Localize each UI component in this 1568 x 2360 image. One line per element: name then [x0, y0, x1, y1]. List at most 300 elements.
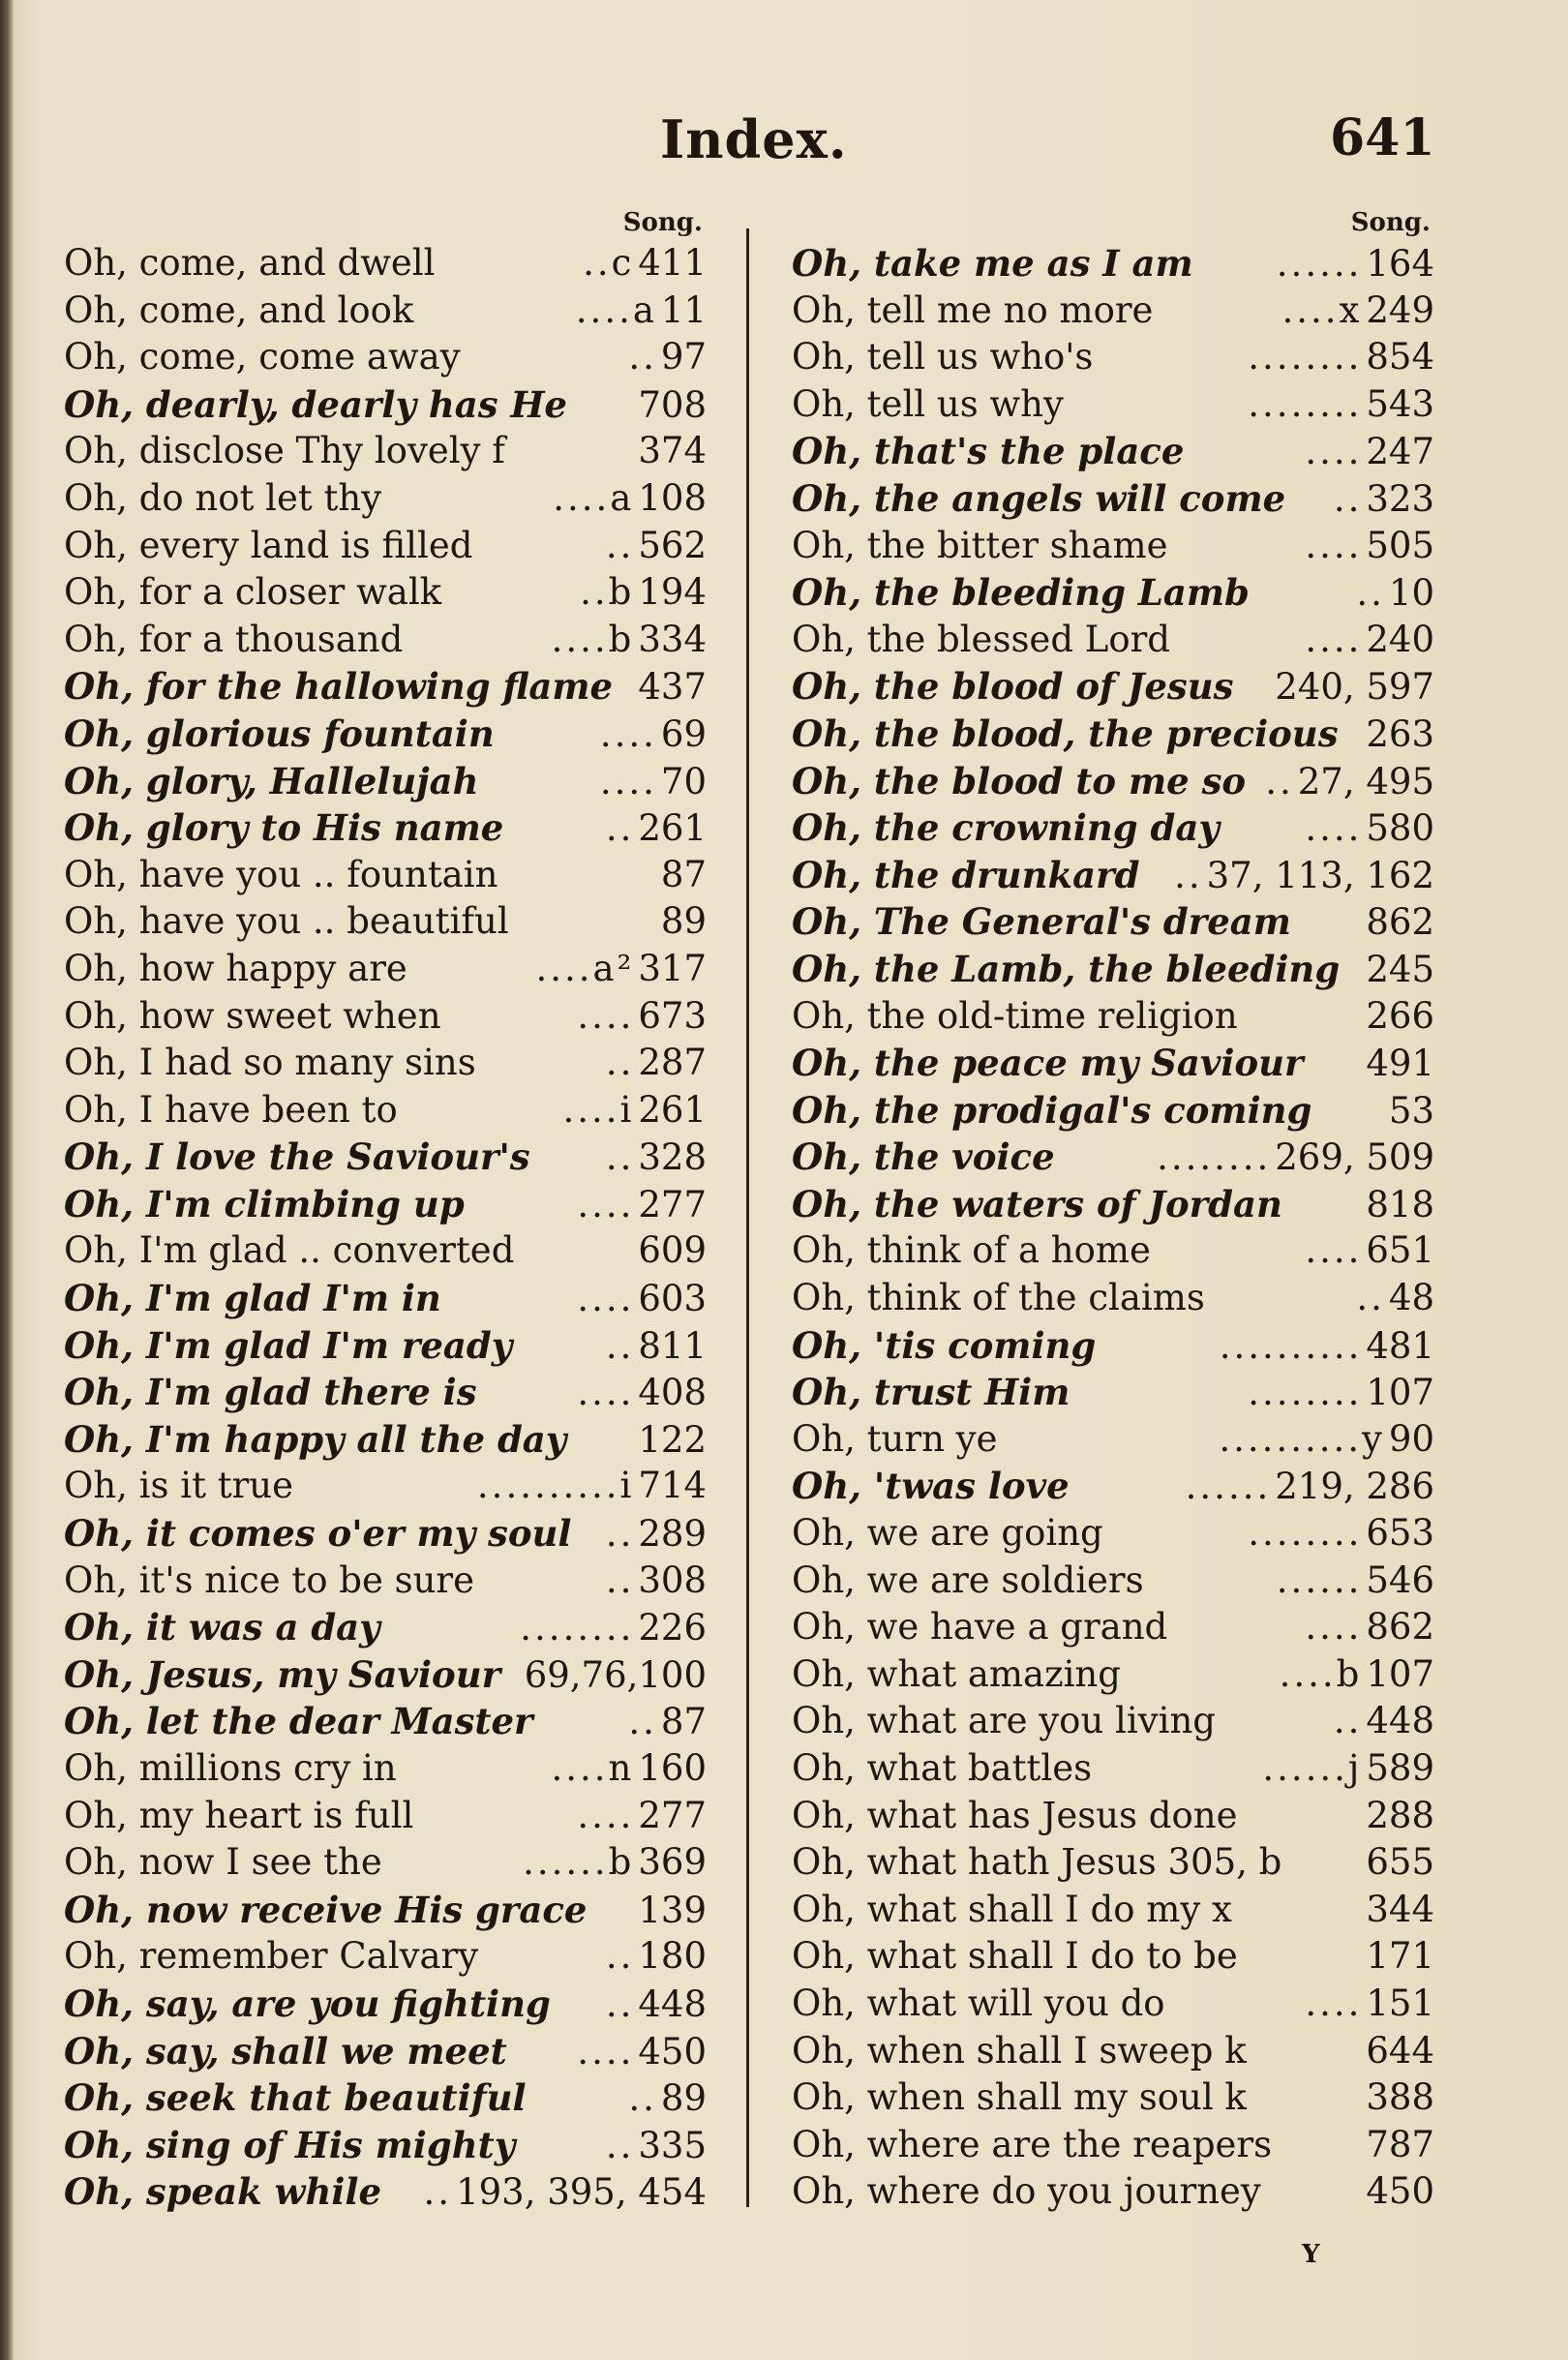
index-entry [64, 1651, 707, 1699]
index-entry [64, 1698, 707, 1745]
entry-leader: ........ [1157, 1136, 1272, 1179]
entry-title: Oh, what amazing [792, 1652, 1121, 1695]
entry-title: Oh, it was a day [64, 1606, 380, 1649]
entry-song-number: 369 [638, 1841, 707, 1884]
index-entry [792, 1981, 1434, 2028]
index-entry [64, 852, 707, 899]
entry-leader: ...... [1185, 1466, 1272, 1508]
entry-title: Oh, my heart is full [64, 1794, 414, 1836]
entry-song-number: 247 [1366, 431, 1434, 473]
entry-title: Oh, say, shall we meet [64, 2029, 507, 2073]
entry-leader: ......j [1262, 1747, 1363, 1789]
entry-song-number: 437 [638, 666, 707, 709]
entry-song-number: 335 [638, 2124, 707, 2166]
index-entry [792, 2028, 1434, 2075]
entry-song-number: 107 [1366, 1652, 1434, 1695]
index-entry [792, 1181, 1434, 1228]
index-entry [792, 2074, 1434, 2122]
entry-title: Oh, what will you do [792, 1982, 1165, 2024]
index-entry [792, 1793, 1434, 1840]
entry-leader: .... [599, 712, 657, 755]
entry-leader: ..........y [1219, 1417, 1385, 1460]
entry-leader: .... [1305, 618, 1363, 660]
entry-song-number: 673 [638, 994, 707, 1037]
entry-title: Oh, the crowning day [792, 806, 1220, 850]
index-entry [792, 711, 1434, 758]
entry-leader: ........ [1248, 1512, 1363, 1555]
index-entry [64, 334, 707, 381]
entry-leader: ...... [1276, 243, 1363, 285]
entry-song-number: 448 [638, 1982, 707, 2025]
index-entry [64, 1181, 707, 1228]
entry-title: Oh, do not let thy [64, 476, 382, 519]
entry-leader: .. [605, 1558, 635, 1601]
entry-song-number: 139 [638, 1889, 707, 1931]
entry-title: Oh, I'm glad there is [64, 1371, 477, 1414]
index-entry [792, 381, 1434, 429]
index-entry [792, 334, 1434, 381]
entry-title: Oh, I have been to [64, 1088, 398, 1131]
entry-title: Oh, I'm glad .. converted [64, 1229, 515, 1272]
index-entry [64, 758, 707, 805]
index-entry [64, 1839, 707, 1887]
index-entry [64, 898, 707, 946]
entry-title: Oh, trust Him [792, 1371, 1070, 1414]
entry-title: Oh, I'm climbing up [64, 1182, 465, 1225]
entry-song-number: 180 [638, 1935, 707, 1978]
entry-title: Oh, come, and dwell [64, 242, 436, 284]
entry-leader: ........ [520, 1607, 635, 1649]
entry-song-number: 277 [638, 1183, 707, 1225]
index-entry [64, 804, 707, 852]
index-entry [64, 946, 707, 993]
entry-leader: ....i [562, 1088, 635, 1131]
entry-title: Oh, what shall I do my x [792, 1888, 1232, 1930]
index-entry [64, 1087, 707, 1135]
entry-song-number: 261 [638, 1088, 707, 1131]
entry-leader: ....a² [535, 947, 635, 989]
entry-leader: .... [1305, 807, 1363, 850]
entry-title: Oh, let the dear Master [64, 1700, 533, 1743]
page-number: 641 [1330, 108, 1435, 167]
entry-song-number: 289 [638, 1513, 707, 1556]
index-entry [792, 1087, 1434, 1135]
index-entry [64, 1981, 707, 2028]
entry-song-number: 37, 113, 162 [1206, 854, 1434, 896]
entry-song-number: 787 [1366, 2123, 1434, 2165]
index-entry [792, 2122, 1434, 2169]
entry-song-number: 653 [1366, 1512, 1434, 1555]
entry-title: Oh, the blood, the precious [792, 711, 1339, 755]
index-column-left [64, 205, 707, 2216]
entry-song-number: 580 [1366, 807, 1434, 850]
entry-title: Oh, think of a home [792, 1229, 1151, 1272]
entry-song-number: 481 [1366, 1324, 1434, 1367]
entry-title: Oh, the bitter shame [792, 524, 1168, 566]
entry-leader: .... [1305, 1606, 1363, 1649]
entry-leader: .... [577, 1183, 635, 1225]
entry-song-number: 408 [638, 1372, 707, 1414]
entry-leader: ......b [523, 1841, 635, 1884]
entry-leader: ........ [1248, 382, 1363, 425]
song-column-label: Song. [622, 208, 703, 237]
entry-leader: ..........i [476, 1465, 635, 1507]
index-entry [792, 1933, 1434, 1981]
entry-song-number: 69 [660, 712, 707, 755]
entry-song-number: 194 [638, 571, 707, 614]
column-divider [746, 228, 749, 2207]
index-entry [64, 287, 707, 335]
index-entry [792, 1604, 1434, 1651]
entry-leader: .. [605, 2124, 635, 2166]
index-entries-left [64, 240, 707, 2216]
index-entry [64, 1510, 707, 1558]
index-entry [792, 1040, 1434, 1087]
index-entry [792, 2168, 1434, 2216]
index-entry [792, 1745, 1434, 1793]
index-entry [64, 1745, 707, 1793]
index-column-right [792, 205, 1434, 2216]
entry-song-number: 261 [638, 807, 707, 850]
entry-title: Oh, it's nice to be sure [64, 1558, 475, 1601]
entry-title: Oh, how happy are [64, 947, 407, 989]
entry-leader: .. [628, 1701, 657, 1743]
entry-leader: .. [1333, 1700, 1363, 1742]
entry-leader: .. [1356, 572, 1385, 615]
entry-title: Oh, I'm glad I'm ready [64, 1323, 513, 1367]
entry-song-number: 562 [638, 524, 707, 566]
index-entry [64, 1887, 707, 1934]
index-entry [64, 381, 707, 429]
entry-song-number: 323 [1366, 477, 1434, 520]
entry-title: Oh, the blessed Lord [792, 618, 1170, 660]
entry-leader: ........ [1248, 336, 1363, 378]
entry-song-number: 10 [1388, 572, 1434, 615]
entry-title: Oh, tell us why [792, 382, 1064, 425]
entry-leader: .. [605, 1935, 635, 1978]
index-entry [792, 1698, 1434, 1745]
entry-song-number: 854 [1366, 336, 1434, 378]
entry-title: Oh, the peace my Saviour [792, 1042, 1304, 1085]
entry-title: Oh, take me as I am [792, 242, 1193, 285]
entry-title: Oh, tell me no more [792, 288, 1154, 331]
entry-title: Oh, glory to His name [64, 806, 504, 850]
signature-mark: Y [1302, 2240, 1320, 2269]
entry-song-number: 70 [660, 760, 707, 802]
entry-title: Oh, for a thousand [64, 618, 404, 660]
index-entry [792, 240, 1434, 287]
index-entry [792, 1227, 1434, 1275]
entry-title: Oh, disclose Thy lovely f [64, 430, 505, 472]
index-entry [792, 523, 1434, 570]
entry-song-number: 411 [638, 242, 707, 284]
entry-song-number: 53 [1388, 1089, 1434, 1132]
index-entry [792, 1134, 1434, 1181]
index-entry [64, 2168, 707, 2216]
entry-title: Oh, what are you living [792, 1700, 1216, 1742]
entry-title: Oh, millions cry in [64, 1747, 397, 1789]
entry-song-number: 107 [1366, 1372, 1434, 1414]
entry-leader: ....b [1279, 1652, 1363, 1695]
entry-song-number: 287 [638, 1042, 707, 1084]
entry-song-number: 87 [660, 853, 707, 895]
entry-title: Oh, what battles [792, 1747, 1093, 1789]
index-entry [64, 2074, 707, 2122]
index-entry [64, 2028, 707, 2075]
index-entry [792, 617, 1434, 664]
entry-leader: ....x [1282, 288, 1363, 331]
entry-leader: ....a [575, 288, 657, 331]
entry-leader: .. [605, 1136, 635, 1179]
entry-song-number: 543 [1366, 382, 1434, 425]
index-entry [792, 946, 1434, 993]
entry-song-number: 505 [1366, 524, 1434, 566]
index-entry [64, 1416, 707, 1464]
entry-title: Oh, seek that beautiful [64, 2076, 527, 2120]
entry-song-number: 48 [1388, 1277, 1434, 1319]
index-entry [64, 1604, 707, 1651]
entry-title: Oh, what has Jesus done [792, 1794, 1238, 1836]
entry-song-number: 655 [1366, 1841, 1434, 1884]
index-entry [792, 1510, 1434, 1558]
entry-title: Oh, the drunkard [792, 853, 1140, 896]
entry-song-number: 308 [638, 1558, 707, 1601]
entry-leader: .. [605, 1042, 635, 1084]
index-entry [792, 1275, 1434, 1322]
entry-song-number: 344 [1366, 1888, 1434, 1930]
entry-leader: ..b [580, 571, 635, 614]
entry-song-number: 862 [1366, 901, 1434, 944]
index-entry [64, 428, 707, 475]
entry-song-number: 266 [1366, 994, 1434, 1037]
entry-title: Oh, that's the place [792, 430, 1185, 473]
entry-song-number: 108 [638, 476, 707, 519]
page-title: Index. [660, 108, 848, 170]
index-entry [64, 1369, 707, 1416]
entry-leader: ........ [1248, 1372, 1363, 1414]
entry-song-number: 160 [638, 1747, 707, 1789]
entry-song-number: 245 [1366, 948, 1434, 990]
entry-title: Oh, where are the reapers [792, 2123, 1273, 2165]
index-entry [64, 1793, 707, 1840]
entry-song-number: 862 [1366, 1606, 1434, 1649]
entry-title: Oh, the bleeding Lamb [792, 571, 1250, 615]
entry-leader: .. [1174, 854, 1203, 896]
index-entry [64, 617, 707, 664]
entry-title: Oh, where do you journey [792, 2170, 1261, 2213]
entry-leader: .. [628, 336, 657, 378]
entry-leader: .. [1356, 1277, 1385, 1319]
entry-leader: .. [423, 2171, 453, 2214]
entry-title: Oh, tell us who's [792, 336, 1094, 378]
entry-song-number: 219, 286 [1275, 1466, 1434, 1508]
entry-song-number: 89 [660, 900, 707, 943]
entry-leader: ....a [553, 476, 635, 519]
entry-leader: .. [605, 524, 635, 566]
entry-title: Oh, the blood to me so [792, 759, 1247, 802]
entry-leader: ...... [1276, 1558, 1363, 1601]
entry-title: Oh, is it true [64, 1465, 294, 1507]
entry-song-number: 240, 597 [1275, 666, 1434, 709]
entry-leader: ....b [551, 618, 635, 660]
entry-title: Oh, when shall I sweep k [792, 2029, 1247, 2072]
index-entry [64, 1040, 707, 1087]
entry-title: Oh, have you .. fountain [64, 853, 498, 895]
index-entry [64, 2122, 707, 2169]
entry-song-number: 644 [1366, 2029, 1434, 2072]
entry-leader: .. [1265, 760, 1294, 802]
entry-song-number: 317 [638, 947, 707, 989]
index-entry [64, 1463, 707, 1510]
song-column-label: Song. [1350, 208, 1431, 237]
entry-title: Oh, I had so many sins [64, 1042, 476, 1084]
index-entry [792, 1651, 1434, 1699]
index-entry [64, 475, 707, 523]
entry-song-number: 609 [638, 1229, 707, 1272]
entry-title: Oh, turn ye [792, 1417, 998, 1460]
entry-leader: .. [605, 1324, 635, 1367]
entry-title: Oh, what hath Jesus 305, b [792, 1841, 1282, 1884]
entry-song-number: 240 [1366, 618, 1434, 660]
entry-title: Oh, The General's dream [792, 900, 1291, 944]
index-entry [64, 663, 707, 711]
entry-song-number: 603 [638, 1278, 707, 1320]
entry-song-number: 714 [638, 1465, 707, 1507]
index-entry [792, 898, 1434, 946]
entry-song-number: 87 [660, 1701, 707, 1743]
entry-title: Oh, 'tis coming [792, 1323, 1097, 1367]
entry-song-number: 491 [1366, 1043, 1434, 1085]
entry-leader: .... [577, 1278, 635, 1320]
index-entry [792, 1322, 1434, 1370]
entry-song-number: 226 [638, 1607, 707, 1649]
entry-song-number: 171 [1366, 1935, 1434, 1978]
entry-leader: .... [577, 1794, 635, 1836]
entry-leader: ..c [583, 242, 635, 284]
index-entry [792, 428, 1434, 475]
entry-title: Oh, I'm glad I'm in [64, 1277, 441, 1320]
entry-title: Oh, the voice [792, 1135, 1055, 1179]
entry-leader: .... [599, 760, 657, 802]
entry-title: Oh, glory, Hallelujah [64, 759, 479, 802]
entry-song-number: 811 [638, 1324, 707, 1367]
entry-title: Oh, what shall I do to be [792, 1935, 1238, 1978]
index-entry [792, 1416, 1434, 1464]
entry-title: Oh, glorious fountain [64, 711, 495, 755]
entry-song-number: 334 [638, 618, 707, 660]
index-entry [792, 1558, 1434, 1605]
entry-leader: .. [605, 1982, 635, 2025]
entry-song-number: 450 [638, 2030, 707, 2073]
entry-title: Oh, think of the claims [792, 1277, 1205, 1319]
index-entry [792, 1887, 1434, 1934]
entry-title: Oh, Jesus, my Saviour [64, 1652, 501, 1696]
entry-leader: .... [1305, 524, 1363, 566]
entry-song-number: 164 [1366, 243, 1434, 285]
entry-leader: .. [1333, 477, 1363, 520]
entry-leader: .......... [1219, 1324, 1363, 1367]
entry-title: Oh, the old-time religion [792, 994, 1238, 1037]
entry-song-number: 450 [1366, 2170, 1434, 2213]
entry-leader: .. [628, 2077, 657, 2120]
entry-song-number: 818 [1366, 1183, 1434, 1225]
entry-song-number: 263 [1366, 712, 1434, 755]
entry-song-number: 269, 509 [1275, 1136, 1434, 1179]
entry-title: Oh, the prodigal's coming [792, 1088, 1312, 1132]
index-entry [64, 523, 707, 570]
entry-song-number: 27, 495 [1297, 760, 1434, 802]
index-entry [64, 1275, 707, 1322]
entry-title: Oh, now I see the [64, 1841, 382, 1884]
entry-title: Oh, the waters of Jordan [792, 1182, 1282, 1225]
entry-title: Oh, have you .. beautiful [64, 900, 509, 943]
index-entry [64, 711, 707, 758]
entry-song-number: 97 [660, 336, 707, 378]
book-spine-edge [0, 0, 14, 2360]
index-entry [64, 1322, 707, 1370]
index-entry [792, 1839, 1434, 1887]
entry-leader: .. [605, 1513, 635, 1556]
entry-title: Oh, we are soldiers [792, 1558, 1144, 1601]
entry-song-number: 122 [638, 1418, 707, 1461]
index-entry [792, 993, 1434, 1041]
index-entry [64, 993, 707, 1041]
entry-leader: .... [1305, 1229, 1363, 1272]
entry-title: Oh, it comes o'er my soul [64, 1512, 572, 1556]
entry-title: Oh, we are going [792, 1512, 1103, 1555]
entry-title: Oh, 'twas love [792, 1465, 1070, 1508]
entry-song-number: 708 [638, 383, 707, 426]
entry-title: Oh, every land is filled [64, 524, 473, 566]
entry-song-number: 388 [1366, 2076, 1434, 2119]
entry-song-number: 328 [638, 1136, 707, 1179]
entry-title: Oh, when shall my soul k [792, 2076, 1247, 2119]
entry-title: Oh, say, are you fighting [64, 1982, 551, 2025]
entry-title: Oh, dearly, dearly has He [64, 382, 567, 426]
entry-leader: .. [605, 807, 635, 850]
entry-title: Oh, now receive His grace [64, 1888, 588, 1931]
entry-song-number: 288 [1366, 1794, 1434, 1836]
entry-title: Oh, we have a grand [792, 1606, 1168, 1649]
entry-song-number: 448 [1366, 1700, 1434, 1742]
index-entry [792, 569, 1434, 617]
entry-title: Oh, come, come away [64, 336, 461, 378]
index-entry [64, 569, 707, 617]
entry-song-number: 11 [660, 288, 707, 331]
entry-title: Oh, I'm happy all the day [64, 1417, 567, 1461]
entry-song-number: 651 [1366, 1229, 1434, 1272]
index-entry [792, 852, 1434, 899]
entry-leader: .... [577, 994, 635, 1037]
index-entry [792, 663, 1434, 711]
entry-leader: .... [1305, 1982, 1363, 2024]
entry-song-number: 374 [638, 430, 707, 472]
entry-title: Oh, I love the Saviour's [64, 1135, 530, 1179]
index-entries-right [792, 240, 1434, 2216]
entry-title: Oh, speak while [64, 2170, 382, 2214]
entry-title: Oh, for a closer walk [64, 571, 442, 614]
entry-title: Oh, come, and look [64, 288, 414, 331]
entry-song-number: 589 [1366, 1747, 1434, 1789]
entry-song-number: 546 [1366, 1558, 1434, 1601]
index-entry [792, 1463, 1434, 1510]
entry-leader: .... [577, 1372, 635, 1414]
entry-song-number: 151 [1366, 1982, 1434, 2024]
entry-leader: .... [1305, 431, 1363, 473]
entry-title: Oh, remember Calvary [64, 1935, 479, 1978]
entry-song-number: 193, 395, 454 [456, 2171, 707, 2214]
entry-song-number: 249 [1366, 288, 1434, 331]
